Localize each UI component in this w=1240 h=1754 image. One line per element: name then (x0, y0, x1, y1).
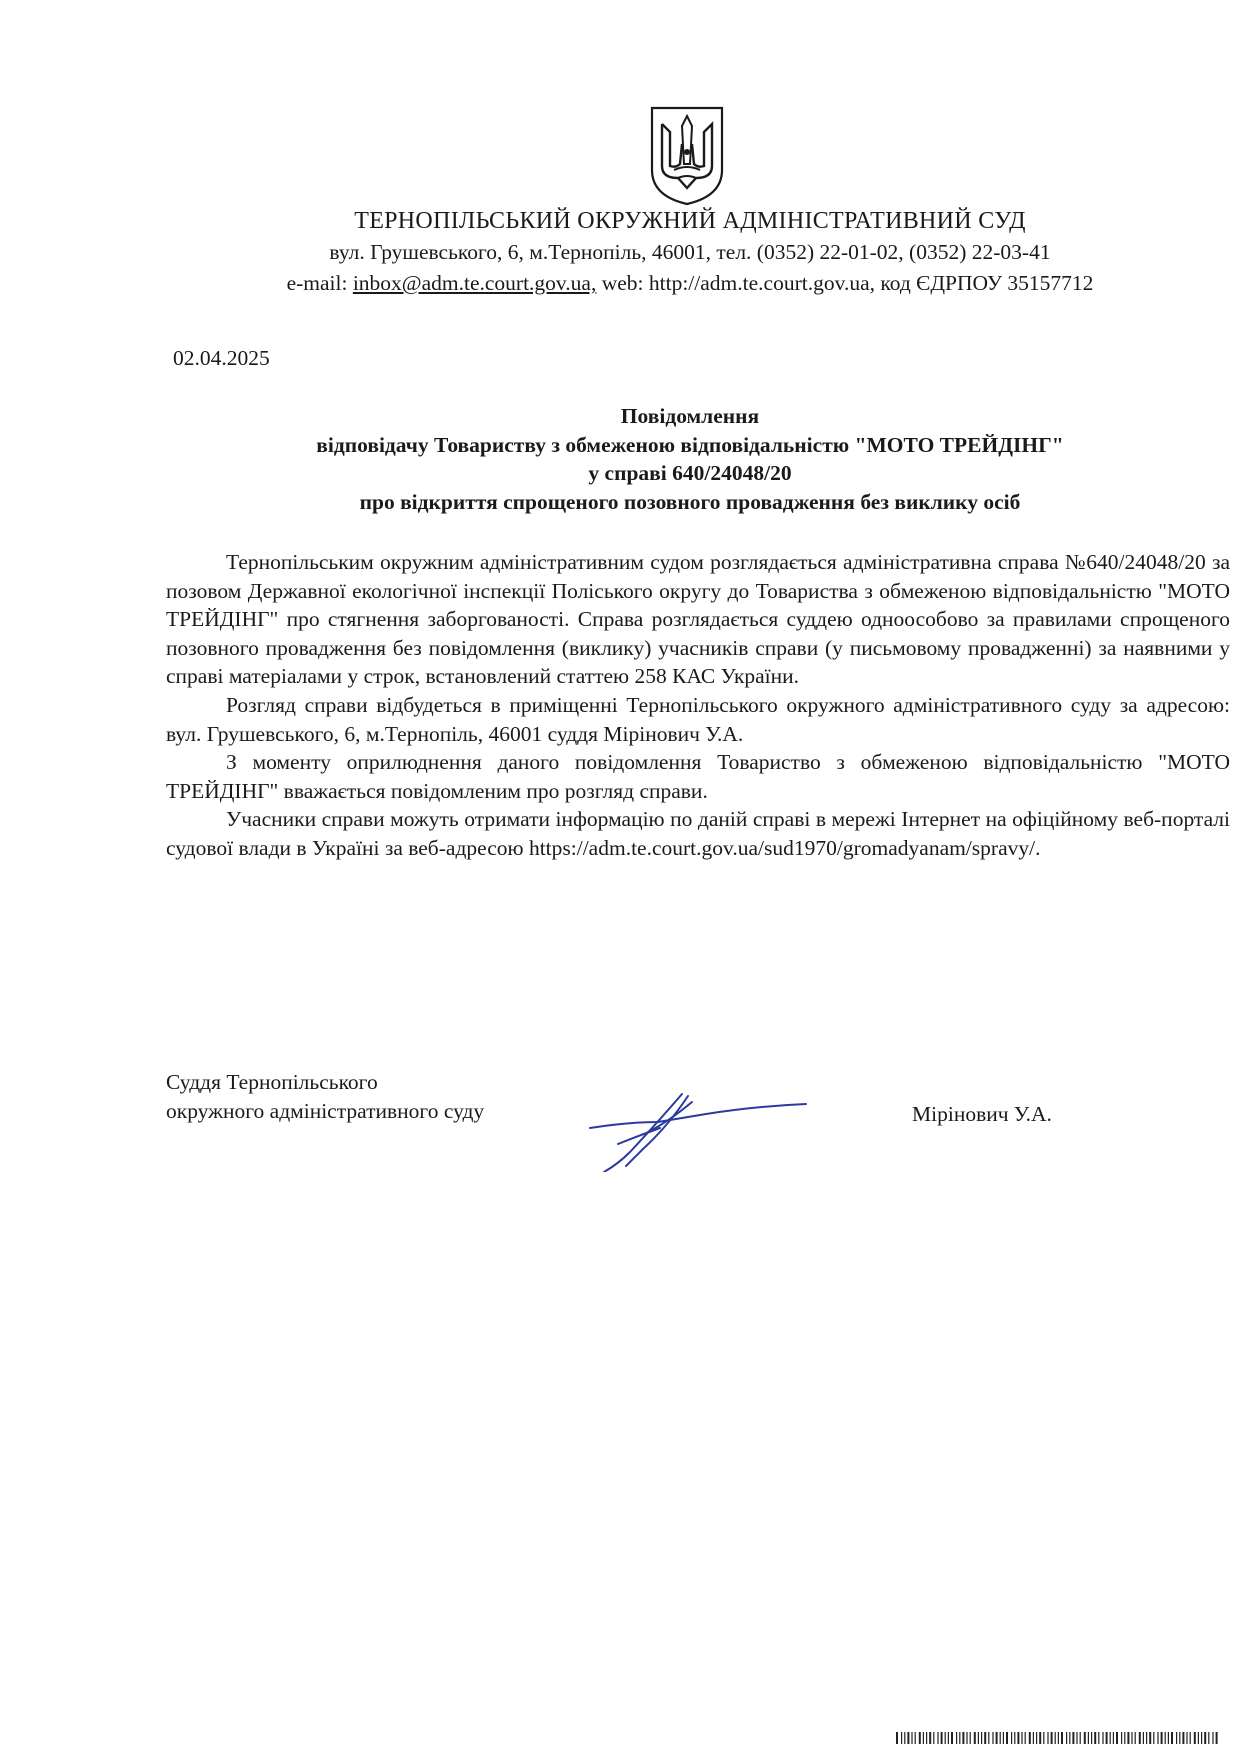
trident-coat-of-arms-icon (648, 104, 726, 208)
barcode-bar (915, 1732, 916, 1744)
notice-title: Повідомлення (620, 404, 760, 428)
barcode-bar (1198, 1732, 1199, 1744)
barcode-bar (1014, 1732, 1015, 1744)
barcode-bar (1179, 1732, 1180, 1744)
paragraph-online-info: Учасники справи можуть отримати інформацію по даній справі в мережі Інтернет на офіційному веб-порталі судової влади в Україні за веб-адресою https://adm.te.court.gov.ua/sud1970/gromadyanam/spravy/. (166, 807, 1230, 860)
barcode-bar (1039, 1732, 1041, 1744)
barcode-bar (1171, 1732, 1173, 1744)
barcode-bar (896, 1732, 898, 1744)
barcode-bar (1091, 1732, 1092, 1744)
barcode-bar (919, 1732, 921, 1744)
barcode-bar (1003, 1732, 1004, 1744)
barcode-bar (984, 1732, 986, 1744)
barcode-bar (1153, 1732, 1154, 1744)
barcode-bar (1061, 1732, 1063, 1744)
barcode-bar (1201, 1732, 1202, 1744)
barcode-bar (1143, 1732, 1144, 1744)
handwritten-signature (588, 1092, 808, 1172)
barcode-bar (1055, 1732, 1056, 1744)
barcode-bar (1072, 1732, 1074, 1744)
barcode-bar (1127, 1732, 1129, 1744)
barcode-bar (933, 1732, 934, 1744)
barcode-bar (1088, 1732, 1089, 1744)
barcode-bar (1113, 1732, 1114, 1744)
barcode-bar (1051, 1732, 1053, 1744)
barcode-bar (970, 1732, 971, 1744)
barcode-bar (1204, 1732, 1206, 1744)
barcode-bar (1084, 1732, 1086, 1744)
barcode-bar (1006, 1732, 1008, 1744)
barcode-bar (929, 1732, 931, 1744)
barcode-bar (1146, 1732, 1147, 1744)
barcode-bar (1176, 1732, 1177, 1744)
barcode-bar (1186, 1732, 1187, 1744)
barcode-bar (937, 1732, 938, 1744)
barcode-bar (941, 1732, 943, 1744)
judge-name: Мірінович У.А. (912, 1102, 1052, 1126)
judge-position (166, 1068, 484, 1126)
barcode-bar (1168, 1732, 1169, 1744)
barcode-bar (904, 1732, 905, 1744)
barcode-bar (1131, 1732, 1132, 1744)
barcode-bar (1165, 1732, 1166, 1744)
barcode-bar (1139, 1732, 1141, 1744)
barcode-bar (1194, 1732, 1196, 1744)
barcode-bar (948, 1732, 949, 1744)
barcode-bar (1025, 1732, 1026, 1744)
notice-addressee: відповідачу Товариству з обмеженою відповідальністю "МОТО ТРЕЙДІНГ" (316, 433, 1064, 457)
barcode-bar (1047, 1732, 1048, 1744)
barcode-bar (1011, 1732, 1012, 1744)
paragraph-case-description: Тернопільським окружним адміністративним судом розглядається адміністративна справа №640/24048/20 за позовом Державної екологічної інспекції Поліського округу до Товариства з обмеженою відповідальністю "МОТО ТРЕЙДІНГ" про стягнення заборгованості. Справа розглядається суддею одноособово за правилами спрощеного позовного провадження без повідомлення (виклику) учасників справи (у письмовому провадженні) за наявними у справі матеріалами у строк, встановлений статтею 258 КАС України. (166, 550, 1230, 689)
barcode-bar (1216, 1732, 1218, 1744)
barcode-bar (1069, 1732, 1070, 1744)
barcode-bar (988, 1732, 989, 1744)
paragraph-notification-effect: З моменту оприлюднення даного повідомлення Товариство з обмеженою відповідальністю "МОТО ТРЕЙДІНГ" вважається повідомленим про розгляд справи. (166, 750, 1230, 803)
web-and-code: web: http://adm.te.court.gov.ua, код ЄДРПОУ 35157712 (596, 271, 1094, 295)
barcode-bar (1116, 1732, 1118, 1744)
barcode-bar (974, 1732, 976, 1744)
notice-case-number: у справі 640/24048/20 (588, 461, 792, 485)
barcode-bar (911, 1732, 912, 1744)
barcode-bar (1190, 1732, 1191, 1744)
barcode-bar (1182, 1732, 1184, 1744)
document-date: 02.04.2025 (173, 346, 270, 370)
barcode-bar (956, 1732, 957, 1744)
barcode-bar (926, 1732, 927, 1744)
barcode-bar (1157, 1732, 1158, 1744)
barcode-bar (1161, 1732, 1163, 1744)
barcode-bar (996, 1732, 998, 1744)
barcode-bar (1080, 1732, 1081, 1744)
barcode-bar (945, 1732, 946, 1744)
barcode-bar (1076, 1732, 1077, 1744)
barcode-bar (1017, 1732, 1019, 1744)
barcode-bar (1135, 1732, 1136, 1744)
paragraph-hearing-location: Розгляд справи відбудеться в приміщенні Тернопільського окружного адміністративного суду за адресою: вул. Грушевського, 6, м.Тернопіль, 46001 суддя Мірінович У.А. (166, 692, 1230, 746)
barcode-bar (1212, 1732, 1213, 1744)
barcode-bar (992, 1732, 993, 1744)
barcode-bar (901, 1732, 902, 1744)
barcode-bar (1058, 1732, 1059, 1744)
email-label: e-mail: (286, 271, 353, 295)
barcode-bar (966, 1732, 967, 1744)
barcode-bar (1036, 1732, 1037, 1744)
barcode-bar (1102, 1732, 1103, 1744)
court-contacts (150, 271, 1230, 296)
barcode-bar (1066, 1732, 1067, 1744)
barcode-bar (1124, 1732, 1125, 1744)
barcode-bar (1121, 1732, 1122, 1744)
barcode-bar (1098, 1732, 1099, 1744)
barcode-bar (1000, 1732, 1001, 1744)
judge-position-line1: Суддя Тернопільського (166, 1070, 378, 1094)
barcode-bar (1043, 1732, 1044, 1744)
barcode-bar (907, 1732, 909, 1744)
email-link[interactable]: inbox@adm.te.court.gov.ua, (352, 271, 597, 295)
notice-body (166, 548, 1230, 863)
barcode-bar (962, 1732, 964, 1744)
court-name: ТЕРНОПІЛЬСЬКИЙ ОКРУЖНИЙ АДМІНІСТРАТИВНИЙ СУД (354, 208, 1026, 234)
barcode-bar (1094, 1732, 1096, 1744)
court-address: вул. Грушевського, 6, м.Тернопіль, 46001, тел. (0352) 22-01-02, (0352) 22-03-41 (329, 240, 1051, 264)
barcode-bar (1208, 1732, 1209, 1744)
barcode-bar (981, 1732, 982, 1744)
barcode-bar (978, 1732, 979, 1744)
barcode-bar (1149, 1732, 1151, 1744)
barcode-bar (1021, 1732, 1022, 1744)
barcode-bar (1033, 1732, 1034, 1744)
notice-subject: про відкриття спрощеного позовного провадження без виклику осіб (359, 490, 1021, 514)
barcode (896, 1732, 1218, 1744)
barcode-bar (959, 1732, 960, 1744)
barcode-bar (951, 1732, 953, 1744)
barcode-bar (1106, 1732, 1108, 1744)
barcode-bar (923, 1732, 924, 1744)
barcode-bar (1110, 1732, 1111, 1744)
barcode-bar (1029, 1732, 1031, 1744)
judge-position-line2: окружного адміністративного суду (166, 1099, 485, 1123)
